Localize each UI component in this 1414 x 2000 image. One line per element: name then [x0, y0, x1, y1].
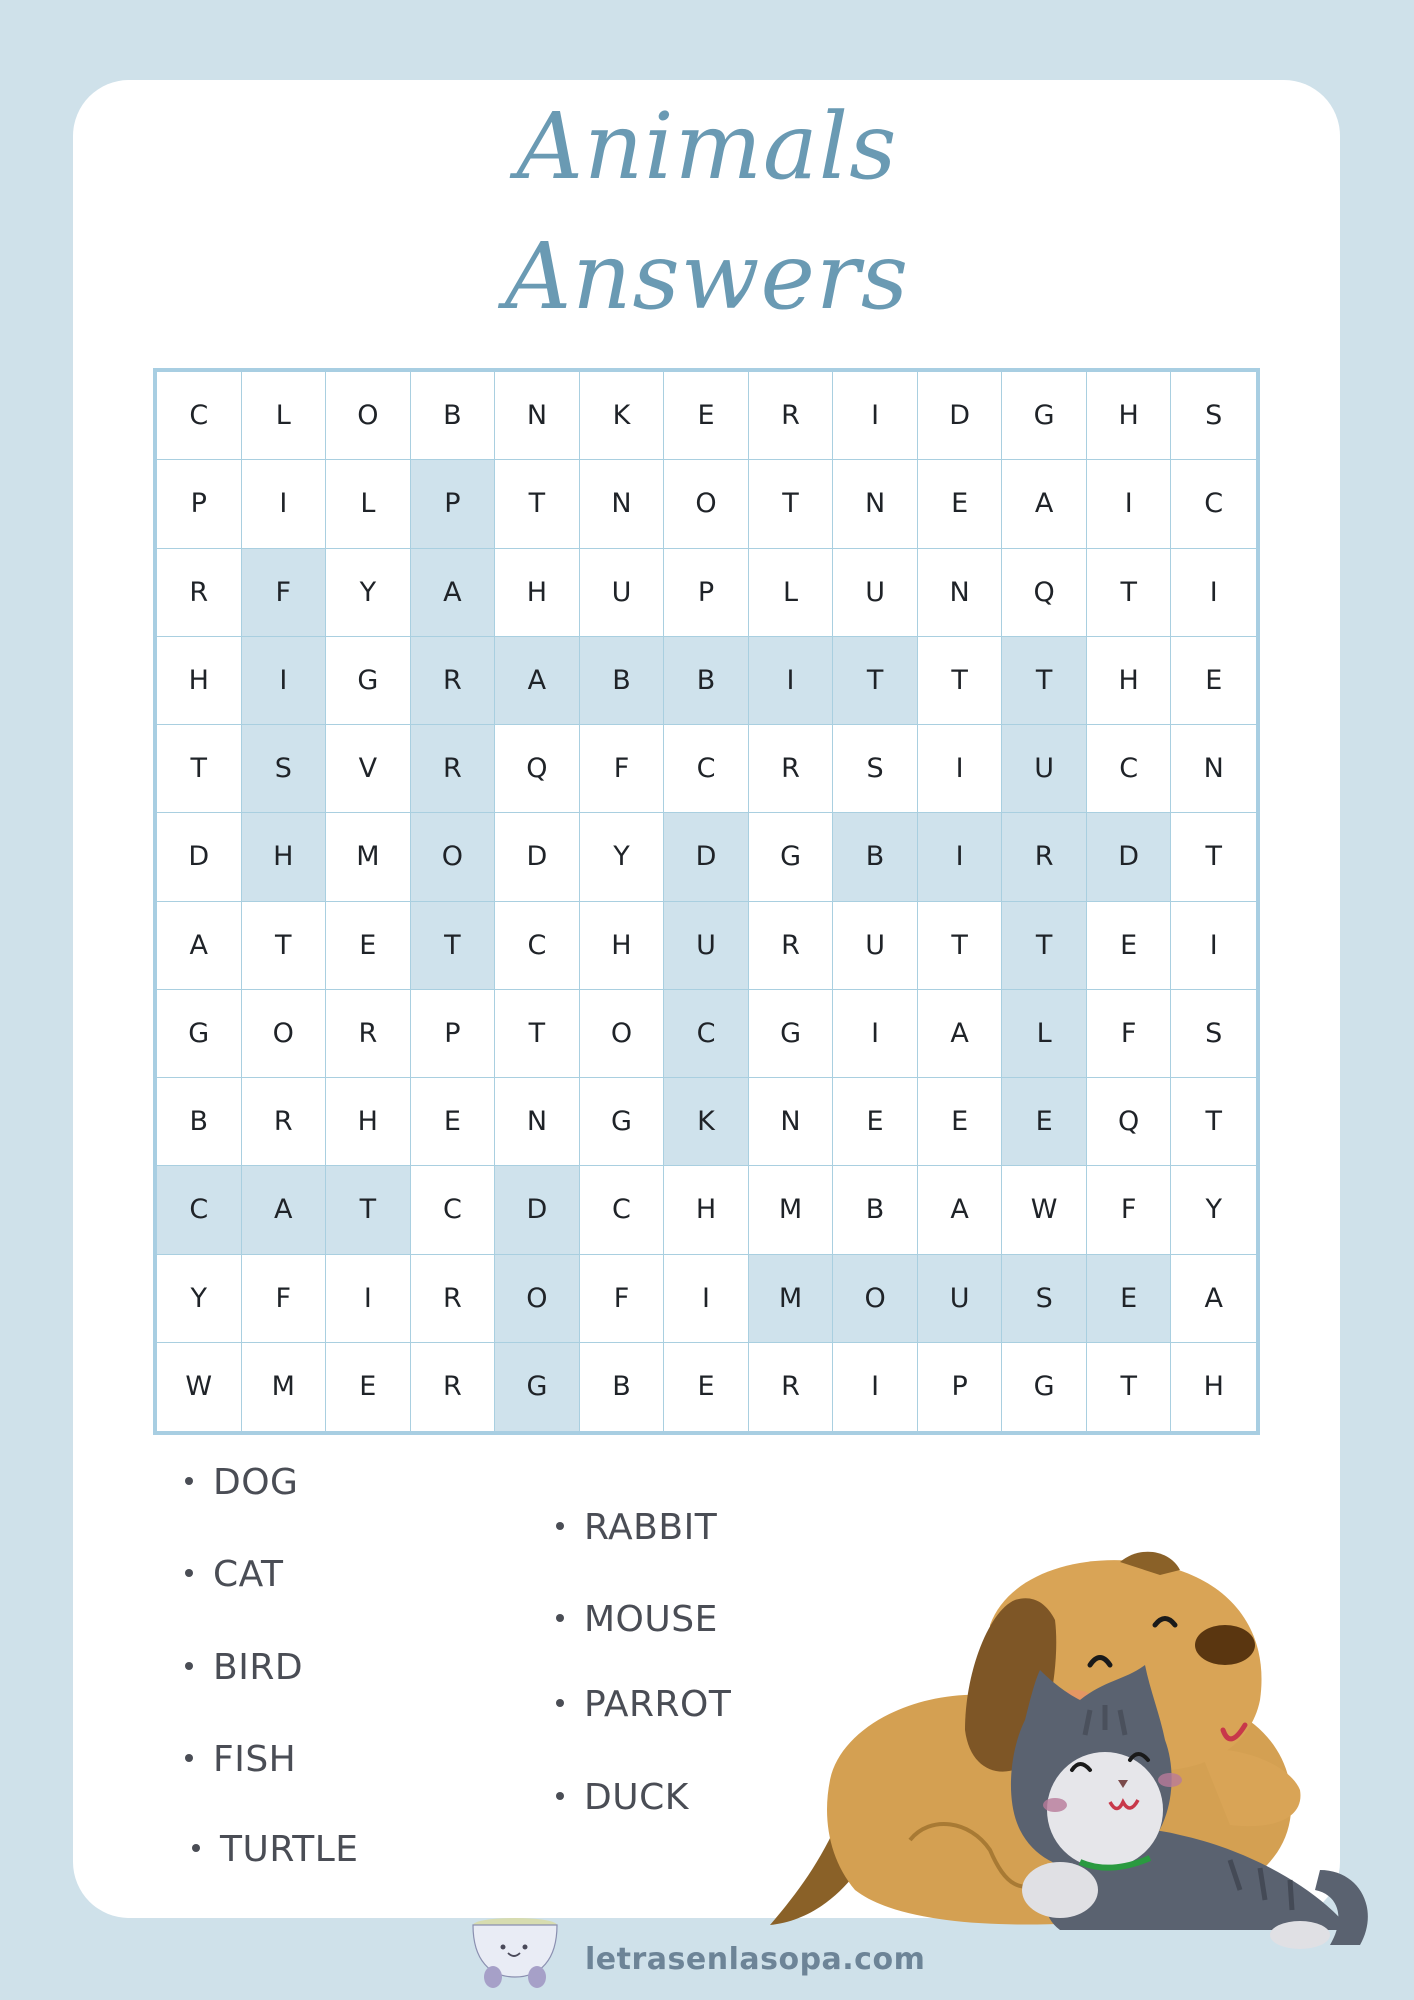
bullet-icon	[556, 1699, 564, 1707]
grid-cell: R	[242, 1078, 327, 1166]
word-list-item	[556, 1777, 689, 1818]
word-label: CAT	[213, 1554, 284, 1595]
grid-cell: A	[918, 990, 1003, 1078]
word-list-item	[185, 1462, 298, 1503]
grid-cell: E	[918, 1078, 1003, 1166]
grid-cell: R	[411, 637, 496, 725]
grid-cell: F	[580, 1255, 665, 1343]
grid-cell: S	[242, 725, 327, 813]
grid-cell: O	[833, 1255, 918, 1343]
word-list-item	[192, 1829, 359, 1870]
grid-cell: R	[157, 549, 242, 637]
grid-cell: C	[664, 725, 749, 813]
grid-cell: H	[580, 902, 665, 990]
grid-cell: G	[1002, 372, 1087, 460]
grid-cell: E	[1087, 1255, 1172, 1343]
grid-cell: I	[326, 1255, 411, 1343]
bullet-icon	[556, 1614, 564, 1622]
grid-cell: R	[749, 1343, 834, 1431]
grid-cell: I	[833, 990, 918, 1078]
grid-cell: T	[749, 460, 834, 548]
grid-cell: C	[495, 902, 580, 990]
grid-cell: R	[411, 1343, 496, 1431]
grid-cell: T	[1002, 637, 1087, 725]
grid-cell: E	[664, 372, 749, 460]
grid-cell: T	[495, 460, 580, 548]
grid-cell: E	[918, 460, 1003, 548]
grid-cell: B	[580, 1343, 665, 1431]
grid-cell: I	[1087, 460, 1172, 548]
grid-cell: T	[918, 902, 1003, 990]
grid-cell: H	[1087, 372, 1172, 460]
grid-cell: H	[1087, 637, 1172, 725]
grid-cell: R	[749, 372, 834, 460]
grid-cell: A	[495, 637, 580, 725]
grid-cell: T	[242, 902, 327, 990]
grid-cell: B	[833, 813, 918, 901]
grid-cell: B	[833, 1166, 918, 1254]
grid-cell: S	[1171, 990, 1256, 1078]
grid-cell: E	[1171, 637, 1256, 725]
grid-cell: N	[749, 1078, 834, 1166]
grid-cell: I	[918, 725, 1003, 813]
grid-cell: E	[326, 902, 411, 990]
page-subtitle: Answers	[504, 223, 910, 330]
word-label: MOUSE	[584, 1599, 718, 1640]
grid-cell: C	[1087, 725, 1172, 813]
grid-cell: N	[833, 460, 918, 548]
grid-cell: G	[580, 1078, 665, 1166]
grid-cell: T	[1171, 813, 1256, 901]
grid-cell: F	[1087, 1166, 1172, 1254]
grid-cell: P	[411, 990, 496, 1078]
grid-cell: D	[495, 813, 580, 901]
grid-cell: C	[580, 1166, 665, 1254]
grid-cell: O	[664, 460, 749, 548]
grid-cell: T	[1087, 549, 1172, 637]
grid-cell: O	[411, 813, 496, 901]
bullet-icon	[185, 1477, 193, 1485]
grid-cell: T	[833, 637, 918, 725]
grid-cell: W	[157, 1343, 242, 1431]
grid-cell: R	[1002, 813, 1087, 901]
footer-site-link[interactable]: letrasenlasopa.com	[585, 1942, 926, 1977]
grid-cell: Y	[157, 1255, 242, 1343]
grid-cell: A	[157, 902, 242, 990]
word-list-item	[556, 1684, 731, 1725]
grid-cell: T	[495, 990, 580, 1078]
grid-cell: G	[326, 637, 411, 725]
grid-cell: H	[326, 1078, 411, 1166]
grid-cell: Y	[580, 813, 665, 901]
smiling-soup-bowl-icon	[465, 1915, 565, 1990]
grid-cell: R	[749, 725, 834, 813]
grid-cell: P	[157, 460, 242, 548]
grid-cell: L	[242, 372, 327, 460]
word-label: RABBIT	[584, 1507, 718, 1548]
grid-cell: U	[833, 902, 918, 990]
grid-cell: N	[918, 549, 1003, 637]
grid-cell: L	[749, 549, 834, 637]
grid-cell: M	[242, 1343, 327, 1431]
grid-cell: T	[918, 637, 1003, 725]
grid-cell: O	[326, 372, 411, 460]
dog-and-cat-illustration-icon	[760, 1530, 1414, 1950]
grid-cell: A	[1002, 460, 1087, 548]
grid-cell: P	[664, 549, 749, 637]
grid-cell: E	[326, 1343, 411, 1431]
grid-cell: T	[157, 725, 242, 813]
grid-cell: S	[833, 725, 918, 813]
grid-cell: B	[664, 637, 749, 725]
bullet-icon	[185, 1662, 193, 1670]
grid-cell: A	[1171, 1255, 1256, 1343]
grid-cell: E	[411, 1078, 496, 1166]
grid-cell: K	[580, 372, 665, 460]
bullet-icon	[185, 1754, 193, 1762]
grid-cell: I	[664, 1255, 749, 1343]
grid-cell: T	[1171, 1078, 1256, 1166]
grid-cell: N	[495, 1078, 580, 1166]
grid-cell: D	[1087, 813, 1172, 901]
grid-cell: R	[326, 990, 411, 1078]
bullet-icon	[556, 1522, 564, 1530]
grid-cell: N	[495, 372, 580, 460]
grid-cell: Y	[1171, 1166, 1256, 1254]
grid-cell: I	[242, 637, 327, 725]
grid-cell: F	[242, 1255, 327, 1343]
grid-cell: C	[157, 1166, 242, 1254]
grid-cell: L	[326, 460, 411, 548]
grid-cell: N	[580, 460, 665, 548]
grid-cell: D	[157, 813, 242, 901]
grid-cell: U	[918, 1255, 1003, 1343]
grid-cell: C	[664, 990, 749, 1078]
word-list-item	[185, 1554, 283, 1595]
grid-cell: M	[749, 1166, 834, 1254]
grid-cell: H	[1203, 1371, 1224, 1403]
grid-cell: V	[326, 725, 411, 813]
word-list-item	[556, 1507, 717, 1548]
word-list-item	[556, 1599, 718, 1640]
grid-cell: F	[242, 549, 327, 637]
grid-cell: U	[1002, 725, 1087, 813]
grid-cell: A	[411, 549, 496, 637]
grid-cell: U	[580, 549, 665, 637]
grid-cell: U	[664, 902, 749, 990]
grid-cell: C	[157, 372, 242, 460]
grid-cell: C	[1171, 460, 1256, 548]
grid-cell: I	[833, 1343, 918, 1431]
grid-cell: D	[495, 1166, 580, 1254]
grid-cell: P	[918, 1343, 1003, 1431]
grid-cell: E	[1002, 1078, 1087, 1166]
word-label: TURTLE	[220, 1829, 359, 1870]
grid-cell: E	[664, 1343, 749, 1431]
grid-cell: G	[495, 1343, 580, 1431]
grid-cell: P	[411, 460, 496, 548]
grid-cell: S	[1171, 372, 1256, 460]
grid-cell: W	[1002, 1166, 1087, 1254]
page-title: Animals	[516, 93, 898, 200]
grid-cell: A	[242, 1166, 327, 1254]
grid-cell: I	[1171, 902, 1256, 990]
grid-cell: D	[664, 813, 749, 901]
grid-cell: G	[1002, 1343, 1087, 1431]
grid-cell: T	[326, 1166, 411, 1254]
grid-cell: I	[242, 460, 327, 548]
grid-cell: T	[411, 902, 496, 990]
grid-cell: Q	[1087, 1078, 1172, 1166]
grid-cell: M	[326, 813, 411, 901]
grid-cell: I	[1171, 549, 1256, 637]
grid-cell: R	[411, 725, 496, 813]
grid-cell: L	[1002, 990, 1087, 1078]
bullet-icon	[556, 1792, 564, 1800]
grid-cell: I	[749, 637, 834, 725]
grid-cell: I	[833, 372, 918, 460]
grid-cell: B	[157, 1078, 242, 1166]
grid-cell: K	[664, 1078, 749, 1166]
word-label: BIRD	[213, 1647, 304, 1688]
grid-cell: A	[918, 1166, 1003, 1254]
word-label: FISH	[213, 1739, 297, 1780]
grid-cell: R	[749, 902, 834, 990]
word-label: DOG	[213, 1462, 299, 1503]
grid-cell: B	[580, 637, 665, 725]
grid-cell: T	[1002, 902, 1087, 990]
grid-cell: F	[580, 725, 665, 813]
grid-cell: G	[749, 813, 834, 901]
grid-cell: H	[495, 549, 580, 637]
grid-cell: E	[833, 1078, 918, 1166]
grid-cell: G	[749, 990, 834, 1078]
grid-cell: U	[833, 549, 918, 637]
grid-cell: N	[1171, 725, 1256, 813]
grid-cell: G	[157, 990, 242, 1078]
grid-cell: C	[411, 1166, 496, 1254]
grid-cell: Q	[495, 725, 580, 813]
grid-cell: F	[1087, 990, 1172, 1078]
grid-cell: T	[1087, 1343, 1172, 1431]
grid-cell: R	[411, 1255, 496, 1343]
bullet-icon	[192, 1844, 200, 1852]
grid-cell: E	[1087, 902, 1172, 990]
word-search-grid	[153, 368, 1260, 1435]
grid-cell: S	[1002, 1255, 1087, 1343]
word-list-item	[185, 1739, 296, 1780]
bullet-icon	[185, 1569, 193, 1577]
grid-cell: M	[749, 1255, 834, 1343]
grid-cell: O	[495, 1255, 580, 1343]
grid-cell: H	[664, 1166, 749, 1254]
word-label: PARROT	[584, 1684, 732, 1725]
word-label: DUCK	[584, 1777, 689, 1818]
grid-cell: D	[918, 372, 1003, 460]
grid-cell: O	[242, 990, 327, 1078]
grid-cell: B	[411, 372, 496, 460]
grid-cell: Q	[1002, 549, 1087, 637]
grid-cell: H	[242, 813, 327, 901]
grid-cell: I	[918, 813, 1003, 901]
word-list-item	[185, 1647, 303, 1688]
grid-cell: O	[580, 990, 665, 1078]
grid-cell: H	[157, 637, 242, 725]
grid-cell: Y	[326, 549, 411, 637]
